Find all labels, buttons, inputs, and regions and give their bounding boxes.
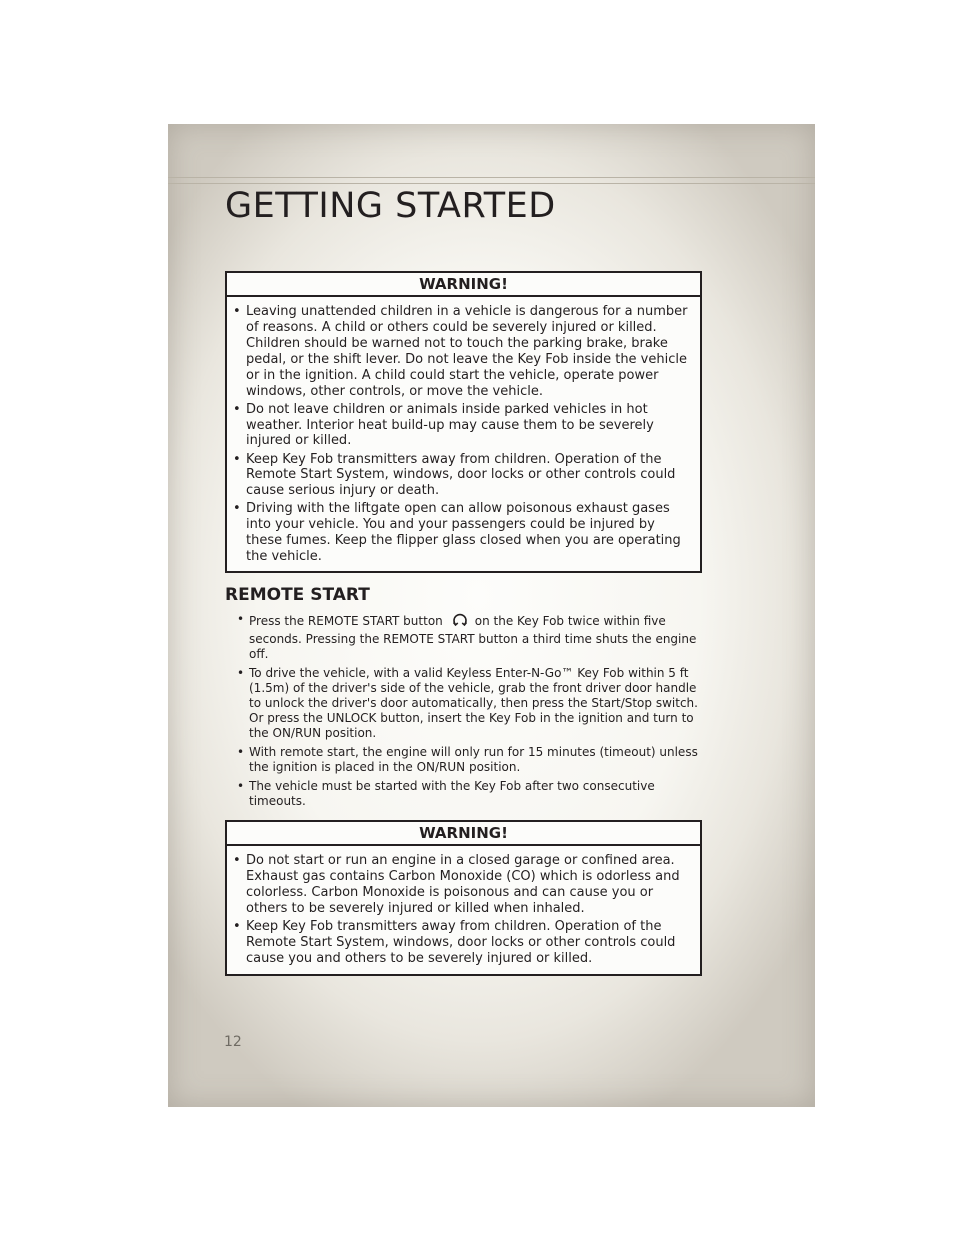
warning-list — [227, 297, 700, 565]
remote-start-list — [237, 612, 702, 813]
bullet: • — [233, 304, 241, 319]
bullet: • — [233, 918, 241, 934]
bullet: • — [233, 451, 241, 467]
bullet: • — [237, 612, 245, 626]
warning-list — [227, 846, 700, 967]
warning-heading: WARNING! — [227, 822, 700, 846]
warning-box-1 — [225, 271, 702, 573]
section-title-remote-start: REMOTE START — [225, 585, 370, 605]
bullet: • — [237, 666, 245, 680]
list-item: • To drive the vehicle, with a valid Keyless Enter-N-Go™ Key Fob within 5 ft (1.5m) of the driver's side of the vehicle, grab the front driver door handle to unlock the driver's door automatically, then press the Start/Stop switch. Or press the UNLOCK button, insert the Key Fob in the ignition and turn to the ON/RUN position. — [237, 666, 698, 740]
page-number: 12 — [224, 1034, 242, 1050]
page-title: GETTING STARTED — [225, 186, 556, 226]
warning-item: • Keep Key Fob transmitters away from children. Operation of the Remote Start System, windows, door locks or other controls could cause serious injury or death. — [233, 451, 676, 499]
warning-item: • Leaving unattended children in a vehicle is dangerous for a number of reasons. A child or others could be severely injured or killed. Children should be warned not to touch the parking brake, brake pedal, or the shift lever. Do not leave the Key Fob inside the vehicle or in the ignition. A child could start the vehicle, operate power windows, other controls, or move the vehicle. — [233, 304, 688, 399]
header-rule-bottom — [168, 183, 815, 184]
list-item: • Press the REMOTE START button on the Key Fob twice within five seconds. Pressing the REMOTE START button a third time shuts the engine off. — [237, 612, 697, 661]
warning-item: • Keep Key Fob transmitters away from children. Operation of the Remote Start System, windows, door locks or other controls could cause you and others to be severely injured or killed. — [233, 918, 676, 966]
list-item: • With remote start, the engine will only run for 15 minutes (timeout) unless the ignition is placed in the ON/RUN position. — [237, 745, 698, 774]
list-item: • The vehicle must be started with the Key Fob after two consecutive timeouts. — [237, 779, 655, 808]
warning-box-2 — [225, 820, 702, 976]
manual-page — [168, 124, 815, 1107]
bullet: • — [233, 401, 241, 417]
warning-item: • Driving with the liftgate open can allow poisonous exhaust gases into your vehicle. You and your passengers could be injured by these fumes. Keep the flipper glass closed when you are operating the vehicle. — [233, 501, 681, 565]
warning-item: • Do not start or run an engine in a closed garage or confined area. Exhaust gas contains Carbon Monoxide (CO) which is odorless and colorless. Carbon Monoxide is poisonous and can cause you or others to be severely injured or killed when inhaled. — [233, 853, 680, 916]
remote-start-icon — [451, 612, 469, 632]
bullet: • — [237, 779, 245, 793]
bullet: • — [233, 501, 241, 517]
header-rule-top — [168, 177, 815, 178]
warning-heading: WARNING! — [227, 273, 700, 297]
bullet: • — [233, 853, 241, 868]
warning-item: • Do not leave children or animals inside parked vehicles in hot weather. Interior heat build-up may cause them to be severely injured or killed. — [233, 401, 654, 449]
bullet: • — [237, 745, 245, 759]
